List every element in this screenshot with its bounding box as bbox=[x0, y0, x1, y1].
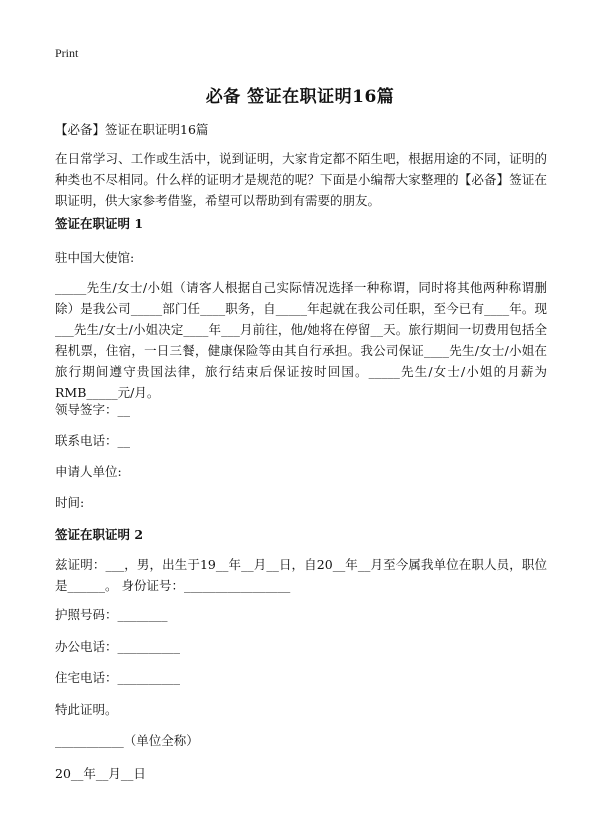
leader-signature: 领导签字：__ bbox=[55, 402, 131, 417]
intro-subtitle: 【必备】签证在职证明16篇 bbox=[55, 122, 209, 137]
passport-number: 护照号码：________ bbox=[55, 607, 168, 622]
section-1-body: _____先生/女士/小姐（请客人根据自己实际情况选择一种称谓，同时将其他两种称谓删除）是我公司_____部门任____职务，自_____年起就在我公司任职，至今已有____年。现___先生/女士/小姐决定____年___月前往，他/她将在停留__天。旅行期间一切费用包括全程机票，住宿，一日三餐，健康保险等由其自行承担。我公司保证____先生/女士/小姐在旅行期间遵守贵国法律，旅行结束后保证按时回国。_____先生/女士/小姐的月薪为RMB_____元/月。 bbox=[55, 280, 547, 400]
applicant-unit: 申请人单位: bbox=[55, 464, 122, 479]
unit-name-line: ___________（单位全称） bbox=[55, 733, 199, 748]
office-phone: 办公电话：__________ bbox=[55, 639, 181, 654]
section-1-addressee: 驻中国大使馆: bbox=[55, 250, 135, 265]
contact-phone: 联系电话：__ bbox=[55, 433, 131, 448]
intro-paragraph: 在日常学习、工作或生活中，说到证明，大家肯定都不陌生吧，根据用途的不同，证明的种类也不尽相同。什么样的证明才是规范的呢？下面是小编帮大家整理的【必备】签证在职证明，供大家参考借鉴，希望可以帮助到有需要的朋友。 bbox=[55, 151, 547, 208]
certify-line: 特此证明。 bbox=[55, 702, 118, 717]
page-title: 必备 签证在职证明16篇 bbox=[205, 87, 395, 107]
date-line: 20__年__月__日 bbox=[55, 766, 146, 781]
print-link[interactable]: Print bbox=[55, 46, 79, 60]
section-2-body: 兹证明：___，男，出生于19__年__月__日，自20__年__月至今属我单位在职人员，职位是______。 身份证号：_________________ bbox=[55, 557, 547, 593]
section-1-heading: 签证在职证明 1 bbox=[55, 216, 144, 231]
time-line: 时间: bbox=[55, 495, 85, 510]
home-phone: 住宅电话：__________ bbox=[55, 670, 181, 685]
section-2-heading: 签证在职证明 2 bbox=[55, 527, 144, 542]
